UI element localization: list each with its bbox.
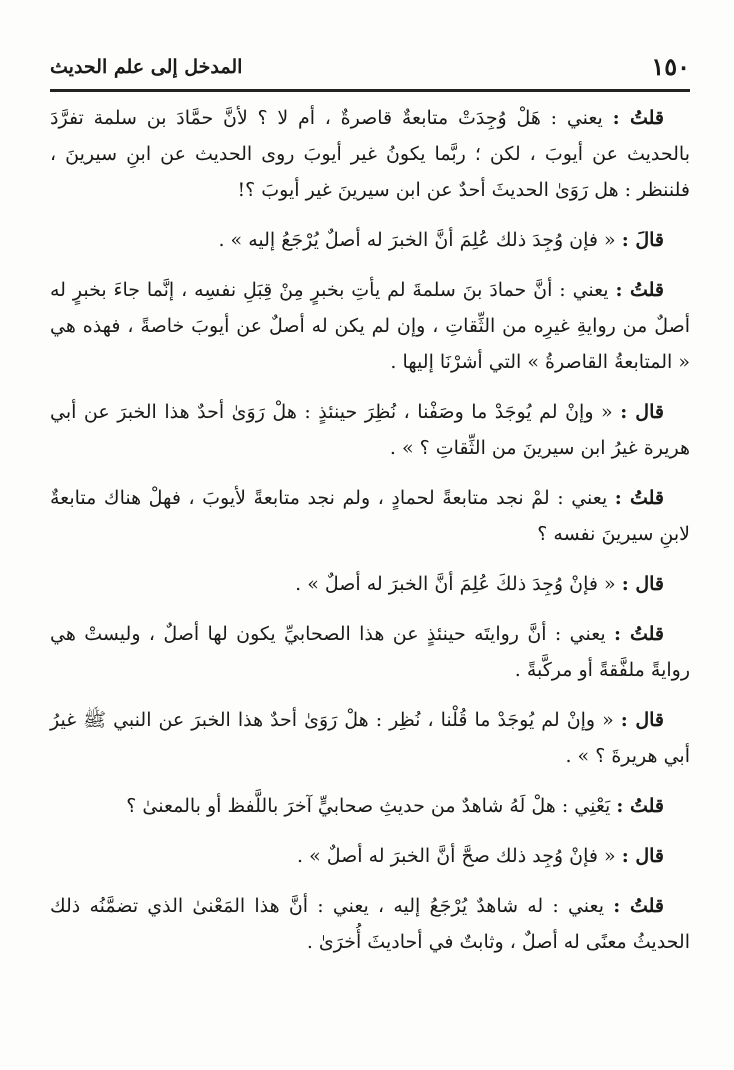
paragraph-text: يَعْنِي : هلْ لَهُ شاهدٌ من حديثِ صحابيٍّ آخرَ باللَّفظ أو بالمعنىٰ ؟ — [126, 795, 617, 817]
paragraph-text: « وإنْ لم يُوجَدْ ما وصَفْنا ، نُظِرَ حينئذٍ : هلْ رَوَىٰ أحدٌ هذا الخبرَ عن أبي هريرة غيرُ ابن سيرينَ من الثِّقاتِ ؟ » . — [50, 401, 690, 459]
paragraph-lead: قال : — [621, 845, 664, 867]
paragraph-lead: قالَ : — [621, 229, 664, 251]
paragraph — [50, 222, 690, 258]
paragraph-text: يعني : أنَّ حمادَ بنَ سلمةَ لم يأتِ بخبرٍ مِنْ قِبَلِ نفسِه ، إنَّما جاءَ بخبرٍ له أصلٌ من روايةِ غيرِه من الثِّقاتِ ، وإن لم يكن له أصلٌ عن أيوبَ خاصةً ، فهذه هي « المتابعةُ القاصرةُ » التي أشرْنَا إليها . — [50, 279, 690, 373]
main-text — [50, 100, 690, 960]
paragraph-text: « وإنْ لم يُوجَدْ ما قُلْنا ، نُظِر : هلْ رَوَىٰ أحدٌ هذا الخبرَ عن النبي ﷺ غيرُ أبي هريرةَ ؟ » . — [50, 709, 690, 767]
paragraph-lead: قال : — [620, 709, 664, 731]
paragraph-lead: قلتُ : — [616, 795, 664, 817]
paragraph-lead: قلتُ : — [612, 107, 664, 129]
paragraph-text: يعني : أنَّ روايتَه حينئذٍ عن هذا الصحابيِّ يكون لها أصلٌ ، وليستْ هي روايةً ملفَّقةً أو مركَّبةً . — [50, 623, 690, 681]
paragraph-lead: قال : — [620, 401, 664, 423]
running-title: المدخل إلى علم الحديث — [50, 56, 243, 78]
paragraph — [50, 702, 690, 774]
paragraph — [50, 888, 690, 960]
paragraph-text: « فإنْ وُجِد ذلك صحَّ أنَّ الخبرَ له أصلٌ » . — [297, 845, 622, 867]
paragraph-lead: قلتُ : — [613, 895, 664, 917]
paragraph-text: يعني : لمْ نجد متابعةً لحمادٍ ، ولم نجد متابعةً لأيوبَ ، فهلْ هناك متابعةٌ لابنِ سيرينَ نفسه ؟ — [50, 487, 690, 545]
page-header — [50, 52, 690, 86]
paragraph — [50, 788, 690, 824]
paragraph — [50, 616, 690, 688]
header-divider — [50, 89, 690, 92]
paragraph-lead: قلتُ : — [614, 623, 664, 645]
paragraph — [50, 480, 690, 552]
paragraph-lead: قلتُ : — [615, 279, 664, 301]
paragraph-text: يعني : له شاهدٌ يُرْجَعُ إليه ، يعني : أنَّ هذا المَعْنىٰ الذي تضمَّنُه ذلك الحديثُ معنًى له أصلٌ ، وثابتٌ في أحاديثَ أُخرَىٰ . — [50, 895, 690, 953]
paragraph-lead: قال : — [621, 573, 664, 595]
paragraph — [50, 100, 690, 208]
paragraph — [50, 566, 690, 602]
page-number: ١٥٠ — [651, 52, 690, 81]
paragraph-lead: قلتُ : — [614, 487, 664, 509]
paragraph — [50, 394, 690, 466]
paragraph-text: « فإنْ وُجِدَ ذلكَ عُلِمَ أنَّ الخبرَ له أصلٌ » . — [295, 573, 622, 595]
paragraph — [50, 838, 690, 874]
paragraph-text: « فإن وُجِدَ ذلك عُلِمَ أنَّ الخبرَ له أصلٌ يُرْجَعُ إليه » . — [218, 229, 622, 251]
paragraph-text: يعني : هَلْ وُجِدَتْ متابعةٌ قاصرةٌ ، أم لا ؟ لأنَّ حمَّادَ بن سلمة تفرَّدَ بالحديث عن أيوبَ ، لكن ؛ ربَّما يكونُ غير أيوبَ روى الحديث عن ابنِ سيرينَ ، فلننظر : هل رَوَىٰ الحديثَ أحدٌ عن ابن سيرينَ غير أيوبَ ؟! — [50, 107, 690, 201]
paragraph — [50, 272, 690, 380]
